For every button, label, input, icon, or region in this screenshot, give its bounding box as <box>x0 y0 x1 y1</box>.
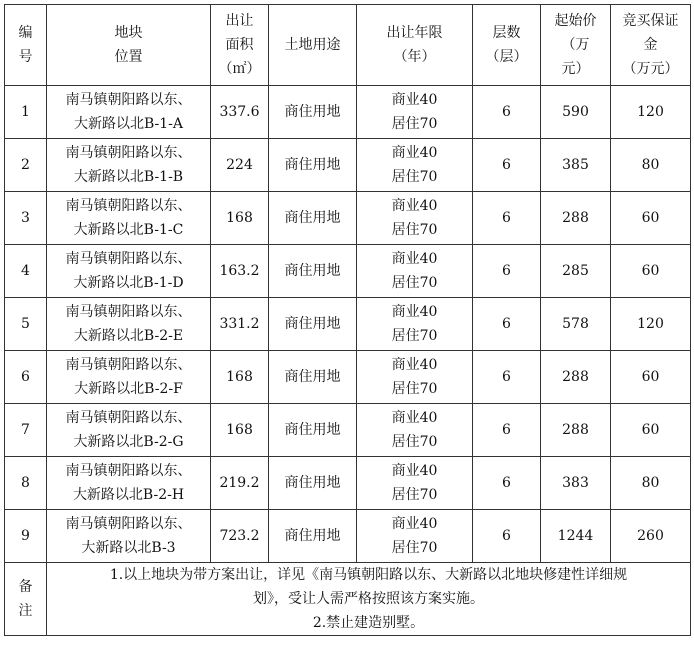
cell-location: 南马镇朝阳路以东、 大新路以北B-1-A <box>47 86 211 139</box>
cell-start-price: 288 <box>541 351 611 404</box>
cell-land-use: 商住用地 <box>269 192 357 245</box>
cell-land-use: 商住用地 <box>269 245 357 298</box>
cell-no: 4 <box>5 245 47 298</box>
cell-location: 南马镇朝阳路以东、 大新路以北B-2-F <box>47 351 211 404</box>
cell-no: 8 <box>5 457 47 510</box>
cell-floors: 6 <box>473 510 541 563</box>
cell-land-use: 商住用地 <box>269 510 357 563</box>
cell-start-price: 1244 <box>541 510 611 563</box>
cell-land-use: 商住用地 <box>269 404 357 457</box>
table-row <box>5 139 691 192</box>
cell-area: 337.6 <box>211 86 269 139</box>
notes-label: 备 注 <box>5 563 47 636</box>
notes-body <box>47 563 691 636</box>
cell-no: 2 <box>5 139 47 192</box>
cell-start-price: 385 <box>541 139 611 192</box>
table-row <box>5 404 691 457</box>
cell-location: 南马镇朝阳路以东、 大新路以北B-1-D <box>47 245 211 298</box>
cell-floors: 6 <box>473 404 541 457</box>
cell-area: 168 <box>211 192 269 245</box>
cell-start-price: 383 <box>541 457 611 510</box>
land-parcel-table <box>4 4 691 636</box>
cell-land-use: 商住用地 <box>269 86 357 139</box>
cell-deposit: 120 <box>611 86 691 139</box>
cell-term: 商业40 居住70 <box>357 457 473 510</box>
cell-term: 商业40 居住70 <box>357 351 473 404</box>
cell-deposit: 120 <box>611 298 691 351</box>
cell-location: 南马镇朝阳路以东、 大新路以北B-1-B <box>47 139 211 192</box>
cell-floors: 6 <box>473 298 541 351</box>
cell-land-use: 商住用地 <box>269 298 357 351</box>
table-row <box>5 351 691 404</box>
cell-start-price: 578 <box>541 298 611 351</box>
cell-term: 商业40 居住70 <box>357 86 473 139</box>
cell-term: 商业40 居住70 <box>357 404 473 457</box>
table-row <box>5 510 691 563</box>
header-land-use: 土地用途 <box>269 5 357 86</box>
cell-start-price: 288 <box>541 192 611 245</box>
cell-no: 1 <box>5 86 47 139</box>
cell-area: 168 <box>211 404 269 457</box>
cell-term: 商业40 居住70 <box>357 139 473 192</box>
cell-area: 224 <box>211 139 269 192</box>
cell-land-use: 商住用地 <box>269 139 357 192</box>
cell-floors: 6 <box>473 192 541 245</box>
header-row <box>5 5 691 86</box>
cell-floors: 6 <box>473 86 541 139</box>
cell-term: 商业40 居住70 <box>357 245 473 298</box>
cell-deposit: 60 <box>611 245 691 298</box>
cell-location: 南马镇朝阳路以东、 大新路以北B-2-G <box>47 404 211 457</box>
cell-deposit: 60 <box>611 351 691 404</box>
cell-no: 6 <box>5 351 47 404</box>
cell-start-price: 288 <box>541 404 611 457</box>
cell-deposit: 60 <box>611 404 691 457</box>
cell-no: 3 <box>5 192 47 245</box>
cell-no: 9 <box>5 510 47 563</box>
cell-deposit: 80 <box>611 139 691 192</box>
header-no: 编 号 <box>5 5 47 86</box>
header-deposit: 竞买保证 金 （万元） <box>611 5 691 86</box>
header-start-price: 起始价 （万 元） <box>541 5 611 86</box>
notes-row <box>5 563 691 636</box>
cell-land-use: 商住用地 <box>269 351 357 404</box>
cell-start-price: 590 <box>541 86 611 139</box>
table-row <box>5 245 691 298</box>
table-row <box>5 86 691 139</box>
cell-deposit: 260 <box>611 510 691 563</box>
cell-floors: 6 <box>473 351 541 404</box>
cell-location: 南马镇朝阳路以东、 大新路以北B-3 <box>47 510 211 563</box>
note-line: 1.以上地块为带方案出让，详见《南马镇朝阳路以东、大新路以北地块修建性详细规 <box>109 567 628 583</box>
cell-area: 163.2 <box>211 245 269 298</box>
cell-start-price: 285 <box>541 245 611 298</box>
cell-area: 723.2 <box>211 510 269 563</box>
header-location: 地块 位置 <box>47 5 211 86</box>
cell-term: 商业40 居住70 <box>357 192 473 245</box>
cell-no: 7 <box>5 404 47 457</box>
cell-land-use: 商住用地 <box>269 457 357 510</box>
note-line: 2.禁止建造别墅。 <box>312 615 425 631</box>
note-line: 划》，受让人需严格按照该方案实施。 <box>253 591 484 607</box>
cell-location: 南马镇朝阳路以东、 大新路以北B-2-H <box>47 457 211 510</box>
cell-area: 331.2 <box>211 298 269 351</box>
table-row <box>5 457 691 510</box>
cell-location: 南马镇朝阳路以东、 大新路以北B-2-E <box>47 298 211 351</box>
cell-floors: 6 <box>473 457 541 510</box>
cell-no: 5 <box>5 298 47 351</box>
header-term: 出让年限 （年） <box>357 5 473 86</box>
header-floors: 层数 （层） <box>473 5 541 86</box>
cell-location: 南马镇朝阳路以东、 大新路以北B-1-C <box>47 192 211 245</box>
cell-deposit: 80 <box>611 457 691 510</box>
header-area: 出让 面积 （㎡） <box>211 5 269 86</box>
cell-area: 168 <box>211 351 269 404</box>
cell-floors: 6 <box>473 245 541 298</box>
cell-floors: 6 <box>473 139 541 192</box>
cell-term: 商业40 居住70 <box>357 510 473 563</box>
cell-deposit: 60 <box>611 192 691 245</box>
cell-area: 219.2 <box>211 457 269 510</box>
table-row <box>5 192 691 245</box>
cell-term: 商业40 居住70 <box>357 298 473 351</box>
table-row <box>5 298 691 351</box>
